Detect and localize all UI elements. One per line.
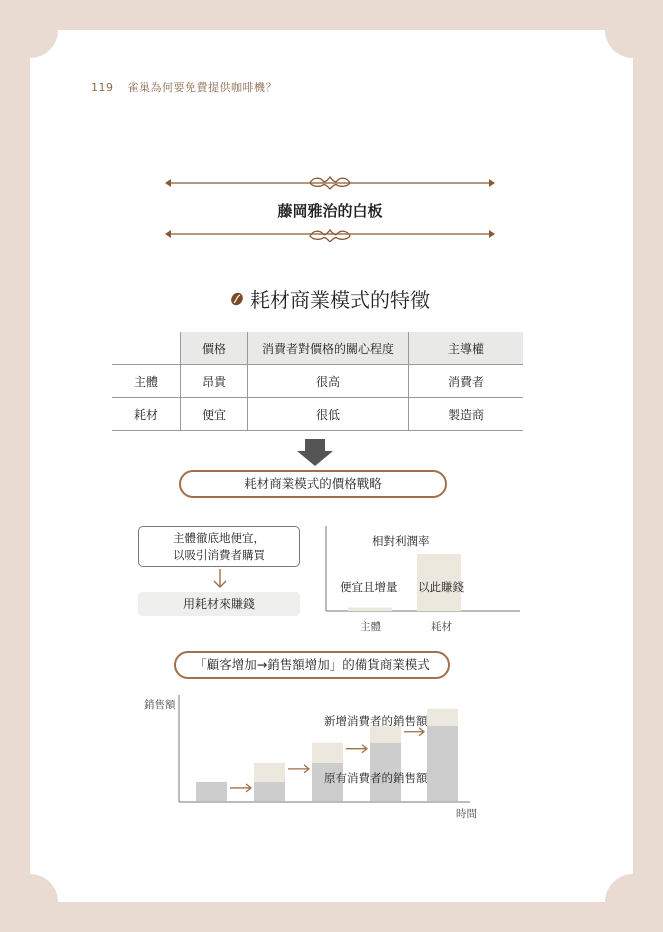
page-number: 119 <box>91 81 114 94</box>
page-corner <box>605 874 661 930</box>
coffee-bean-icon <box>230 292 244 306</box>
table-cell: 很高 <box>248 365 409 398</box>
strategy-result: 用耗材來賺錢 <box>138 592 300 616</box>
bar-annotation-consumable: 以此賺錢 <box>418 580 464 594</box>
table-cell: 消費者 <box>409 365 524 398</box>
existing-sales-bar <box>254 782 285 801</box>
table-cell: 製造商 <box>409 398 524 431</box>
new-sales-bar <box>427 709 458 726</box>
table-cell: 便宜 <box>181 398 248 431</box>
bottom-ornament <box>163 228 497 242</box>
growth-arrow-icon <box>230 784 251 792</box>
series-label-new: 新增消費者的銷售額 <box>324 714 428 728</box>
x-tick-label: 耗材 <box>431 621 452 633</box>
retail-model-title: 「顧客增加→銷售額增加」的備貨商業模式 <box>174 651 450 679</box>
running-header <box>91 79 277 95</box>
growth-arrow-icon <box>288 765 309 773</box>
table-cell: 昂貴 <box>181 365 248 398</box>
strategy-line: 主體徹底地便宜， <box>173 531 265 545</box>
existing-sales-bar <box>196 782 227 801</box>
series-label-existing: 原有消費者的銷售額 <box>324 771 428 785</box>
down-arrow-icon <box>212 568 228 590</box>
top-ornament <box>163 176 497 190</box>
margin-bar-1 <box>348 608 392 611</box>
bar-annotation-main: 便宜且增量 <box>340 580 398 594</box>
row-label: 耗材 <box>112 398 181 431</box>
strategy-line: 以吸引消費者購買 <box>173 548 265 562</box>
new-sales-bar <box>254 763 285 782</box>
x-tick-label: 主體 <box>360 621 381 633</box>
whiteboard-title: 藤岡雅治的白板 <box>277 202 383 220</box>
down-arrow-icon <box>297 439 333 467</box>
pricing-strategy-title: 耗材商業模式的價格戰略 <box>179 470 447 498</box>
features-table <box>112 332 523 431</box>
section-title <box>230 284 430 313</box>
table-row <box>112 398 523 431</box>
section-title-text: 耗材商業模式的特徵 <box>250 288 430 312</box>
margin-chart-title: 相對利潤率 <box>372 534 430 548</box>
chapter-title: 雀巢為何要免費提供咖啡機？ <box>127 81 277 94</box>
table-header: 消費者對價格的關心程度 <box>248 332 409 365</box>
growth-arrow-icon <box>346 745 367 753</box>
table-row <box>112 365 523 398</box>
y-axis-label: 銷售額 <box>144 699 176 711</box>
page-corner <box>2 874 58 930</box>
existing-sales-bar <box>427 726 458 801</box>
page-corner <box>605 2 661 58</box>
page-corner <box>2 2 58 58</box>
table-cell: 很低 <box>248 398 409 431</box>
new-sales-bar <box>312 743 343 763</box>
strategy-box <box>138 526 300 567</box>
table-corner <box>112 332 181 365</box>
table-header: 價格 <box>181 332 248 365</box>
x-axis-label: 時間 <box>456 808 477 820</box>
row-label: 主體 <box>112 365 181 398</box>
table-header: 主導權 <box>409 332 524 365</box>
